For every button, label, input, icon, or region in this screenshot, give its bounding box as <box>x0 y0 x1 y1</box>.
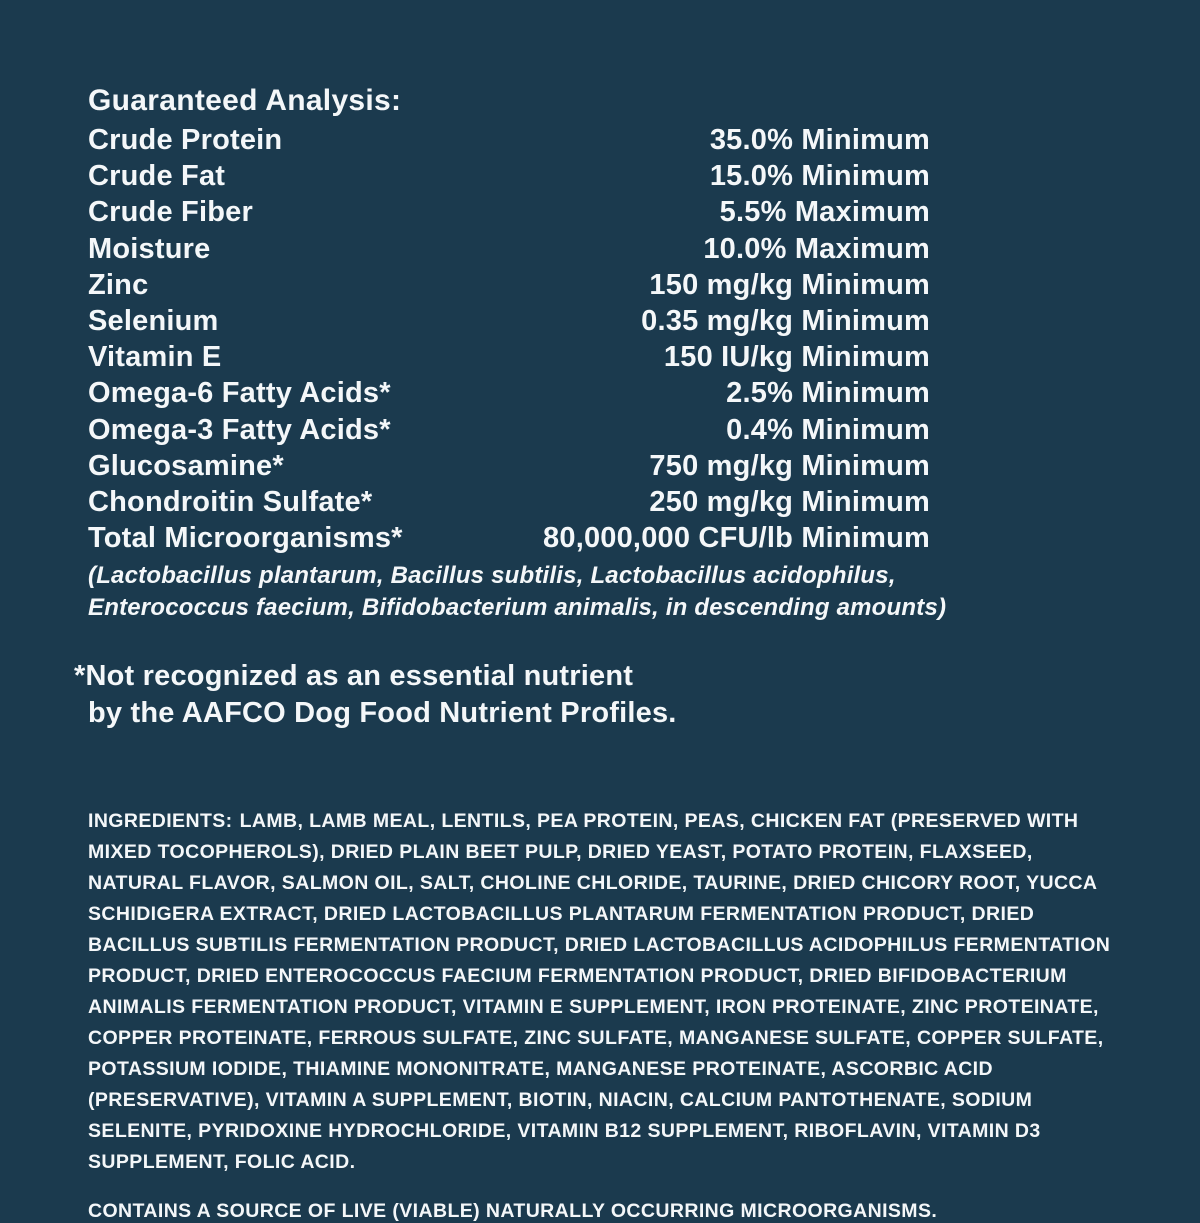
nutrient-value: 5.5% Maximum <box>719 196 930 229</box>
table-row <box>88 520 930 556</box>
nutrient-value: 2.5% Minimum <box>726 377 930 410</box>
table-row <box>88 194 930 230</box>
nutrient-name: Selenium <box>88 305 219 338</box>
nutrient-value: 150 IU/kg Minimum <box>663 341 930 374</box>
nutrient-value: 15.0% Minimum <box>709 160 930 193</box>
ingredients-paragraph <box>88 806 1114 1178</box>
nutrient-name: Crude Fat <box>88 160 226 193</box>
nutrient-value: 35.0% Minimum <box>709 124 930 156</box>
microorganisms-species-note-line1: (Lactobacillus plantarum, Bacillus subtilis, Lactobacillus acidophilus, <box>88 562 896 590</box>
table-row <box>88 448 930 484</box>
nutrient-name: Vitamin E <box>88 341 222 374</box>
nutrient-value: 80,000,000 CFU/lb Minimum <box>543 522 930 555</box>
microorganisms-species-note-line2: Enterococcus faecium, Bifidobacterium animalis, in descending amounts) <box>88 594 947 622</box>
table-row <box>88 158 930 194</box>
nutrient-value: 0.35 mg/kg Minimum <box>641 305 930 338</box>
table-row <box>88 122 930 158</box>
table-row <box>88 412 930 448</box>
nutrient-name: Zinc <box>88 268 149 301</box>
contains-microorganisms-statement: CONTAINS A SOURCE OF LIVE (VIABLE) NATURALLY OCCURRING MICROORGANISMS. <box>88 1200 938 1223</box>
aafco-footnote <box>74 658 1112 732</box>
table-row <box>88 375 930 411</box>
table-row <box>88 339 930 375</box>
nutrient-name: Omega-6 Fatty Acids* <box>88 377 391 410</box>
aafco-footnote-line1: *Not recognized as an essential nutrient <box>74 660 634 693</box>
table-row <box>88 484 930 520</box>
nutrient-value: 250 mg/kg Minimum <box>649 486 930 519</box>
aafco-footnote-line2: by the AAFCO Dog Food Nutrient Profiles. <box>88 697 677 730</box>
nutrient-value: 10.0% Maximum <box>703 232 930 265</box>
ingredients-list-text: LAMB, LAMB MEAL, LENTILS, PEA PROTEIN, PEAS, CHICKEN FAT (PRESERVED WITH MIXED TOCOPHEROLS), DRIED PLAIN BEET PULP, DRIED YEAST, POTATO PROTEIN, FLAXSEED, NATURAL FLAVOR, SALMON OIL, SALT, CHOLINE CHLORIDE, TAURINE, DRIED CHICORY ROOT, YUCCA SCHIDIGERA EXTRACT, DRIED LACTOBACILLUS PLANTARUM FERMENTATION PRODUCT, DRIED BACILLUS SUBTILIS FERMENTATION PRODUCT, DRIED LACTOBACILLUS ACIDOPHILUS FERMENTATION PRODUCT, DRIED ENTEROCOCCUS FAECIUM FERMENTATION PRODUCT, DRIED BIFIDOBACTERIUM ANIMALIS FERMENTATION PRODUCT, VITAMIN E SUPPLEMENT, IRON PROTEINATE, ZINC PROTEINATE, COPPER PROTEINATE, FERROUS SULFATE, ZINC SULFATE, MANGANESE SULFATE, COPPER SULFATE, POTASSIUM IODIDE, THIAMINE MONONITRATE, MANGANESE PROTEINATE, ASCORBIC ACID (PRESERVATIVE), VITAMIN A SUPPLEMENT, BIOTIN, NIACIN, CALCIUM PANTOTHENATE, SODIUM SELENITE, PYRIDOXINE HYDROCHLORIDE, VITAMIN B12 SUPPLEMENT, RIBOFLAVIN, VITAMIN D3 SUPPLEMENT, FOLIC ACID. <box>88 810 1111 1174</box>
nutrient-value: 750 mg/kg Minimum <box>649 449 930 482</box>
nutrient-name: Chondroitin Sulfate* <box>88 486 373 519</box>
nutrient-value: 0.4% Minimum <box>726 413 930 446</box>
guaranteed-analysis-table <box>88 122 930 556</box>
table-row <box>88 303 930 339</box>
nutrient-name: Glucosamine* <box>88 449 284 482</box>
nutrient-name: Moisture <box>88 232 211 265</box>
table-row <box>88 231 930 267</box>
table-row <box>88 267 930 303</box>
guaranteed-analysis-heading: Guaranteed Analysis: <box>88 84 402 117</box>
microorganisms-species-note <box>88 560 1112 624</box>
nutrient-name: Crude Fiber <box>88 196 253 229</box>
ingredients-label: INGREDIENTS: <box>88 810 233 833</box>
nutrient-name: Total Microorganisms* <box>88 522 403 555</box>
nutrient-name: Omega-3 Fatty Acids* <box>88 413 391 446</box>
nutrient-name: Crude Protein <box>88 124 283 156</box>
nutrient-value: 150 mg/kg Minimum <box>649 268 930 301</box>
